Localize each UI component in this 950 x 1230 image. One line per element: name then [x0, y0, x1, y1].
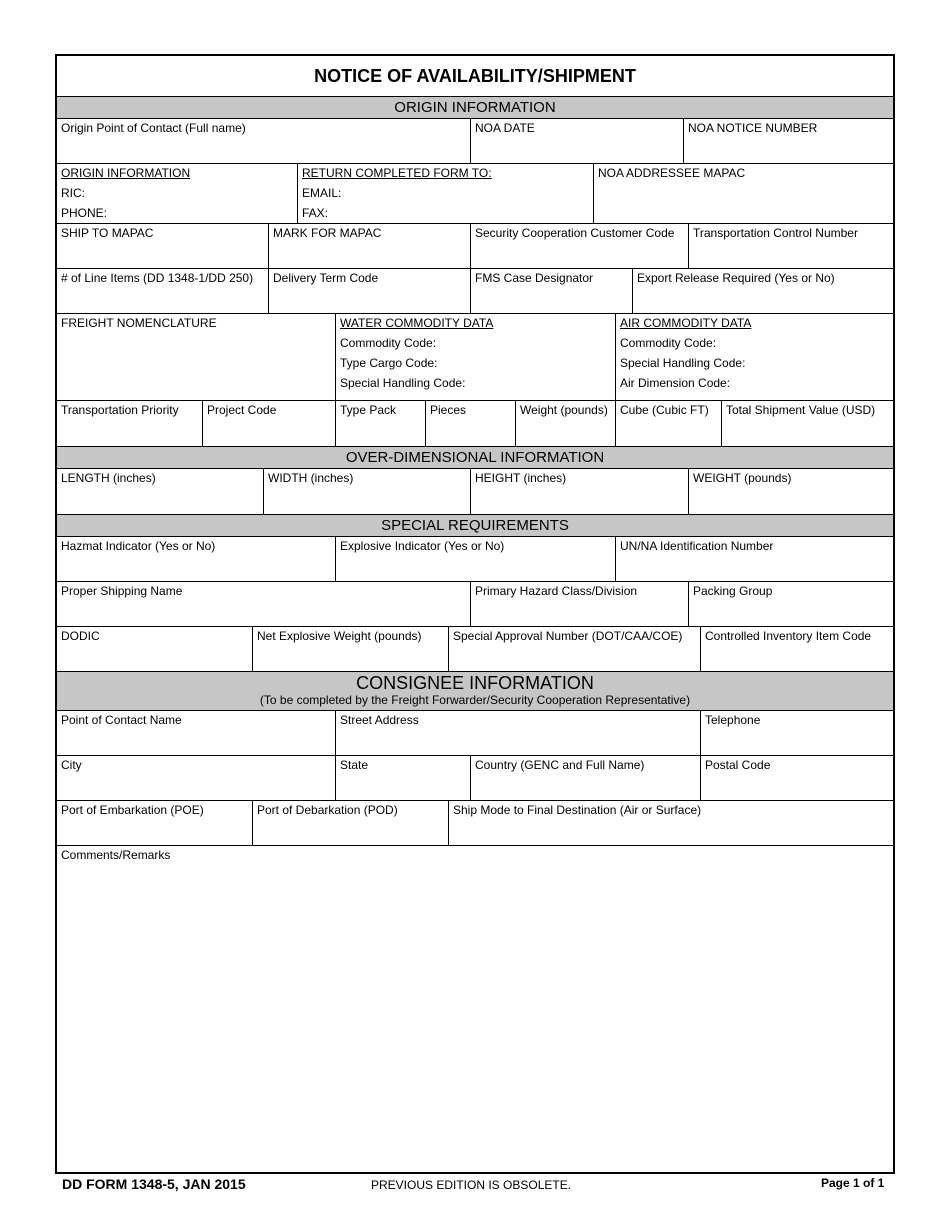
email-label: EMAIL: [302, 186, 342, 200]
mark-for-mapac-field[interactable]: MARK FOR MAPAC [268, 223, 470, 268]
noa-notice-number-field[interactable]: NOA NOTICE NUMBER [683, 118, 893, 163]
consignee-heading: CONSIGNEE INFORMATION [356, 673, 594, 693]
water-type-cargo-label: Type Cargo Code: [340, 356, 438, 370]
net-explosive-weight-field[interactable]: Net Explosive Weight (pounds) [252, 626, 448, 671]
type-pack-field[interactable]: Type Pack [335, 400, 425, 446]
postal-code-field[interactable]: Postal Code [700, 755, 893, 800]
special-approval-field[interactable]: Special Approval Number (DOT/CAA/COE) [448, 626, 700, 671]
air-special-handling-label: Special Handling Code: [620, 356, 746, 370]
special-requirements-section-header: SPECIAL REQUIREMENTS [57, 514, 893, 536]
ship-mode-field[interactable]: Ship Mode to Final Destination (Air or Surface) [448, 800, 893, 845]
ship-to-mapac-field[interactable]: SHIP TO MAPAC [57, 223, 268, 268]
project-code-field[interactable]: Project Code [202, 400, 335, 446]
hazard-class-field[interactable]: Primary Hazard Class/Division [470, 581, 688, 626]
cube-field[interactable]: Cube (Cubic FT) [615, 400, 721, 446]
ric-label: RIC: [61, 186, 85, 200]
edition-note: PREVIOUS EDITION IS OBSOLETE. [371, 1178, 572, 1192]
height-field[interactable]: HEIGHT (inches) [470, 468, 688, 514]
weight-pounds-field[interactable]: Weight (pounds) [515, 400, 615, 446]
form-frame [55, 54, 895, 1174]
street-address-field[interactable]: Street Address [335, 710, 700, 755]
water-special-handling-label: Special Handling Code: [340, 376, 466, 390]
packing-group-field[interactable]: Packing Group [688, 581, 893, 626]
delivery-term-field[interactable]: Delivery Term Code [268, 268, 470, 313]
air-commodity-block[interactable] [615, 313, 893, 400]
length-field[interactable]: LENGTH (inches) [57, 468, 263, 514]
line-items-field[interactable]: # of Line Items (DD 1348-1/DD 250) [57, 268, 268, 313]
air-commodity-heading: AIR COMMODITY DATA [620, 316, 752, 330]
controlled-item-field[interactable]: Controlled Inventory Item Code [700, 626, 893, 671]
pod-field[interactable]: Port of Debarkation (POD) [252, 800, 448, 845]
return-to-block[interactable] [297, 163, 593, 223]
origin-info-heading: ORIGIN INFORMATION [61, 166, 191, 180]
consignee-section-header [57, 671, 893, 710]
air-commodity-code-label: Commodity Code: [620, 336, 717, 350]
fax-label: FAX: [302, 206, 329, 220]
state-field[interactable]: State [335, 755, 470, 800]
page-number: Page 1 of 1 [821, 1176, 885, 1190]
city-field[interactable]: City [57, 755, 335, 800]
pieces-field[interactable]: Pieces [425, 400, 515, 446]
form-id: DD FORM 1348-5, JAN 2015 [62, 1176, 246, 1192]
hazmat-field[interactable]: Hazmat Indicator (Yes or No) [57, 536, 335, 581]
over-dimensional-section-header: OVER-DIMENSIONAL INFORMATION [57, 446, 893, 468]
form-title: NOTICE OF AVAILABILITY/SHIPMENT [314, 66, 636, 86]
noa-addressee-mapac-field[interactable]: NOA ADDRESSEE MAPAC [593, 163, 893, 223]
poc-name-field[interactable]: Point of Contact Name [57, 710, 335, 755]
sc-customer-code-field[interactable]: Security Cooperation Customer Code [470, 223, 688, 268]
origin-info-block[interactable] [57, 163, 297, 223]
telephone-field[interactable]: Telephone [700, 710, 893, 755]
explosive-field[interactable]: Explosive Indicator (Yes or No) [335, 536, 615, 581]
phone-label: PHONE: [61, 206, 108, 220]
tcn-field[interactable]: Transportation Control Number [688, 223, 893, 268]
width-field[interactable]: WIDTH (inches) [263, 468, 470, 514]
water-commodity-heading: WATER COMMODITY DATA [340, 316, 494, 330]
consignee-note: (To be completed by the Freight Forwarder/Security Cooperation Representative) [259, 693, 691, 707]
dodic-field[interactable]: DODIC [57, 626, 252, 671]
comments-field[interactable]: Comments/Remarks [57, 845, 893, 1172]
water-commodity-block[interactable] [335, 313, 615, 400]
water-commodity-code-label: Commodity Code: [340, 336, 437, 350]
total-value-field[interactable]: Total Shipment Value (USD) [721, 400, 893, 446]
poe-field[interactable]: Port of Embarkation (POE) [57, 800, 252, 845]
noa-date-field[interactable]: NOA DATE [470, 118, 683, 163]
air-dimension-label: Air Dimension Code: [620, 376, 731, 390]
origin-poc-field[interactable]: Origin Point of Contact (Full name) [57, 118, 470, 163]
return-to-heading: RETURN COMPLETED FORM TO: [302, 166, 492, 180]
transport-priority-field[interactable]: Transportation Priority [57, 400, 202, 446]
country-field[interactable]: Country (GENC and Full Name) [470, 755, 700, 800]
fms-case-field[interactable]: FMS Case Designator [470, 268, 632, 313]
weight-field[interactable]: WEIGHT (pounds) [688, 468, 893, 514]
origin-section-header: ORIGIN INFORMATION [57, 96, 893, 118]
proper-shipping-name-field[interactable]: Proper Shipping Name [57, 581, 470, 626]
un-na-field[interactable]: UN/NA Identification Number [615, 536, 893, 581]
export-release-field[interactable]: Export Release Required (Yes or No) [632, 268, 893, 313]
freight-nomenclature-field[interactable]: FREIGHT NOMENCLATURE [57, 313, 335, 400]
